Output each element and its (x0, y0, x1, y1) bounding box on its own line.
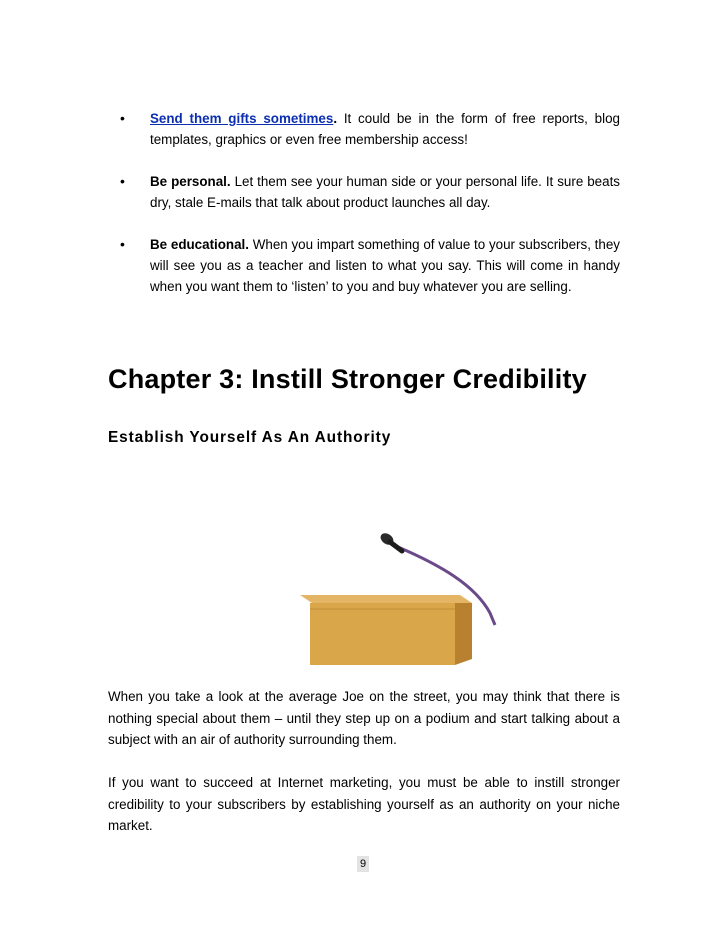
page-number: 9 (357, 856, 369, 872)
microphone-icon (378, 531, 402, 551)
paragraph: When you take a look at the average Joe on the street, you may think that there is nothing special about them – until they step up on a podium and start talking about a subject with an air of authority surrounding them. (108, 689, 620, 747)
list-item (108, 108, 620, 150)
lead-punctuation: . (333, 111, 338, 126)
bullet-icon: • (120, 236, 125, 252)
podium-front (310, 603, 455, 665)
paragraph: If you want to succeed at Internet marketing, you must be able to instill stronger credibility to your subscribers by establishing yourself as an authority on your niche market. (108, 775, 620, 833)
list-item (108, 234, 620, 297)
bullet-lead: Be personal. (150, 174, 231, 189)
list-item (108, 171, 620, 213)
gift-link[interactable]: Send them gifts sometimes (150, 111, 334, 126)
bullet-lead: Be educational. (150, 237, 249, 252)
bullet-text: When you impart something of value to your subscribers, they will see you as a teacher and listen to what you say. This will come in handy when you want them to ‘listen’ to you and buy whatever you are selling. (150, 237, 620, 294)
podium-side (455, 603, 472, 665)
bullet-icon: • (120, 173, 125, 189)
bullet-list (108, 108, 620, 318)
section-heading: Establish Yourself As An Authority (108, 429, 392, 446)
podium-microphone-illustration (290, 525, 510, 665)
chapter-title: Chapter 3: Instill Stronger Credibility (108, 364, 587, 394)
podium-top (300, 595, 472, 603)
bullet-text: It could be in the form of free reports, blog templates, graphics or even free membership access! (150, 111, 620, 147)
bullet-icon: • (120, 110, 125, 126)
bullet-text: Let them see your human side or your personal life. It sure beats dry, stale E-mails that talk about product launches all day. (150, 174, 620, 210)
